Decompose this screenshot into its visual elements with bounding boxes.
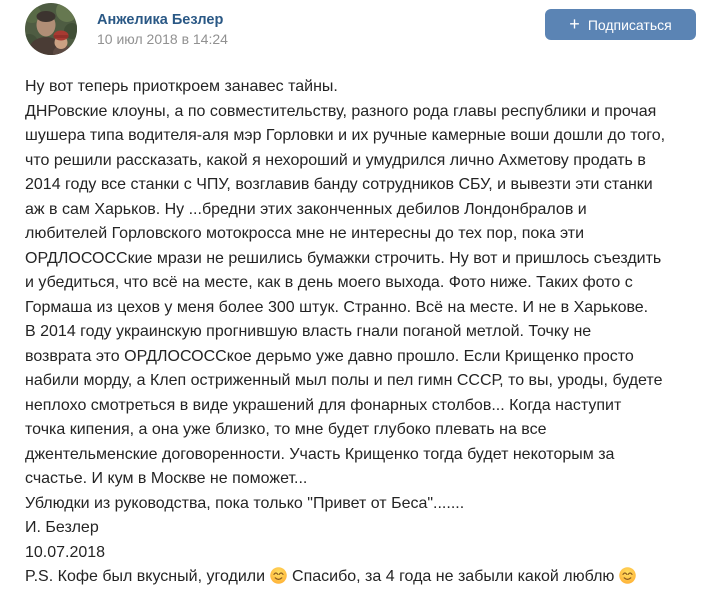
post-text-line: Ну вот теперь приоткроем занавес тайны.	[25, 78, 338, 95]
post-text-line: что решили рассказать, какой я нехороший и умудрился лично Ахметову продать в	[25, 151, 646, 169]
post-text-line: возврата это ОРДЛОСОССкое дерьмо уже давно прошло. Если Крищенко просто	[25, 347, 634, 365]
post-text-line: шушера типа водителя-аля мэр Горловки и их ручные камерные воши дошли до того,	[25, 127, 666, 144]
post-date-link[interactable]: 10 июл 2018 в 14:24	[97, 31, 228, 47]
ps-text-part-1: P.S. Кофе был вкусный, угодили	[25, 568, 266, 585]
post-text-line: 10.07.2018	[25, 543, 106, 561]
post-text-body	[25, 75, 701, 590]
post-text-line: И. Безлер	[25, 519, 99, 536]
post-text-line: Ублюдки из руководства, пока только "Привет от Беса".......	[25, 494, 465, 512]
ps-text-part-2: Спасибо, за 4 года не забыли какой люблю	[292, 568, 615, 585]
avatar-photo-icon	[25, 3, 77, 55]
plus-icon: +	[569, 13, 580, 34]
subscribe-button[interactable]	[545, 9, 696, 40]
post-text-line: джентельменские договоренности. Участь Крищенко тогда будет некоторым за	[25, 445, 615, 463]
post-text-line: счастье. И кум в Москве не поможет...	[25, 470, 308, 487]
subscribe-button-label: Подписаться	[587, 16, 672, 33]
post-text-line: аж в сам Харьков. Ну ...бредни этих законченных дебилов Лондонбралов и	[25, 200, 587, 218]
smiling-emoji-icon	[619, 567, 636, 584]
post-text-line: Гормаша из цехов у меня более 300 штук. Странно. Всё на месте. И не в Харькове.	[25, 298, 649, 316]
post-text-line: набили морду, а Клеп остриженный мыл полы и пел гимн СССР, то вы, уроды, будете	[25, 372, 663, 389]
post-text-line: и убедиться, что всё на месте, как в день моего выхода. Фото ниже. Таких фото с	[25, 274, 633, 291]
post-text-line-ps	[25, 565, 701, 590]
post-text-line: ОРДЛОСОССкие мрази не решились бумажки строчить. Ну вот и пришлось съездить	[25, 249, 662, 267]
post-header	[0, 0, 711, 70]
author-avatar[interactable]	[25, 3, 77, 55]
author-name-link[interactable]: Анжелика Безлер	[97, 12, 224, 28]
post-text-line: неплохо смотреться в виде украшений для фонарных столбов... Когда наступит	[25, 396, 622, 414]
post-text-line: В 2014 году украинскую прогнившую власть гнали поганой метлой. Точку не	[25, 323, 592, 340]
post-text-line: любителей Горловского мотокросса мне не интересны до тех пор, пока эти	[25, 225, 585, 242]
post-text-line: 2014 году все станки с ЧПУ, возглавив банду сотрудников СБУ, и вывезти эти станки	[25, 176, 653, 193]
smiling-emoji-icon	[270, 567, 287, 584]
post-text-line: точка кипения, а она уже близко, то мне будет глубоко плевать на все	[25, 421, 547, 438]
post-text-line: ДНРовские клоуны, а по совместительству, разного рода главы республики и прочая	[25, 102, 657, 120]
